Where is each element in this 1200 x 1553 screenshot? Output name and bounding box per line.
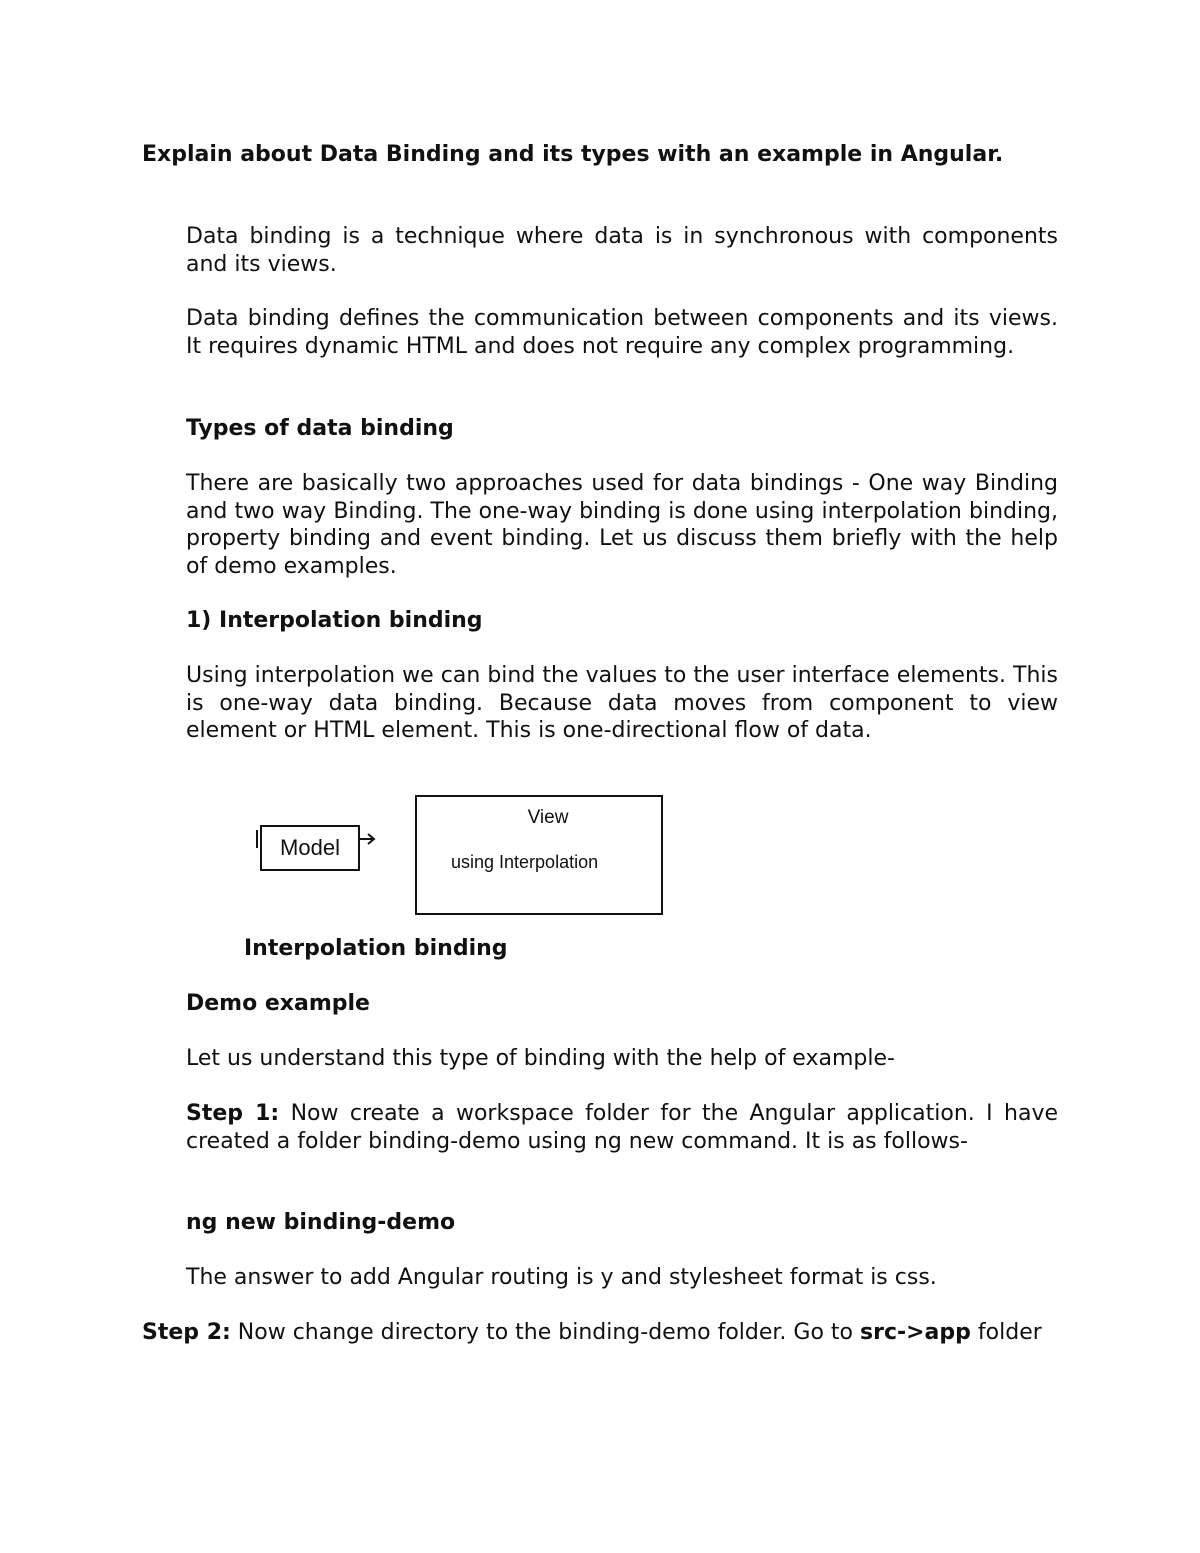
model-label: Model [280,835,340,860]
paragraph-communication: Data binding defines the communication between components and its views. It requires dynamic HTML and does not require any complex programming. [186,306,1058,359]
step2-path: src->app [860,1320,971,1345]
paragraph-definition: Data binding is a technique where data is in synchronous with components and its views. [186,224,1058,277]
view-box [415,795,663,915]
model-box [260,825,360,871]
step1-text: Now create a workspace folder for the Angular application. I have created a folder binding-demo using ng new command. It is as follows- [186,1101,1058,1154]
arrow-icon [360,832,376,846]
step2-label: Step 2: [142,1320,231,1345]
interpolation-heading: 1) Interpolation binding [186,608,483,633]
command-text: ng new binding-demo [186,1210,456,1235]
paragraph-interpolation: Using interpolation we can bind the values to the user interface elements. This is one-way data binding. Because data moves from component to view element or HTML element. This is one-directional flow of data. [186,663,1058,743]
step2-paragraph [142,1319,1058,1347]
types-heading: Types of data binding [186,416,454,441]
interpolation-diagram [250,790,680,920]
view-sublabel: using Interpolation [451,852,599,872]
step2-tail: folder [977,1320,1042,1345]
paragraph-demo-intro: Let us understand this type of binding with the help of example- [186,1046,895,1071]
step1-paragraph [186,1100,1058,1155]
step2-text: Now change directory to the binding-demo folder. Go to [237,1320,853,1345]
diagram-caption: Interpolation binding [244,936,508,961]
document-title: Explain about Data Binding and its types with an example in Angular. [142,142,1004,167]
paragraph-approaches: There are basically two approaches used for data bindings - One way Binding and two way Binding. The one-way binding is done using interpolation binding, property binding and event binding. Let us discuss them briefly with the help of demo examples. [186,471,1058,579]
demo-heading: Demo example [186,991,370,1016]
view-label: View [527,807,569,828]
step1-label: Step 1: [186,1101,280,1126]
paragraph-routing: The answer to add Angular routing is y and stylesheet format is css. [186,1265,937,1290]
model-tick-mark [256,830,258,848]
